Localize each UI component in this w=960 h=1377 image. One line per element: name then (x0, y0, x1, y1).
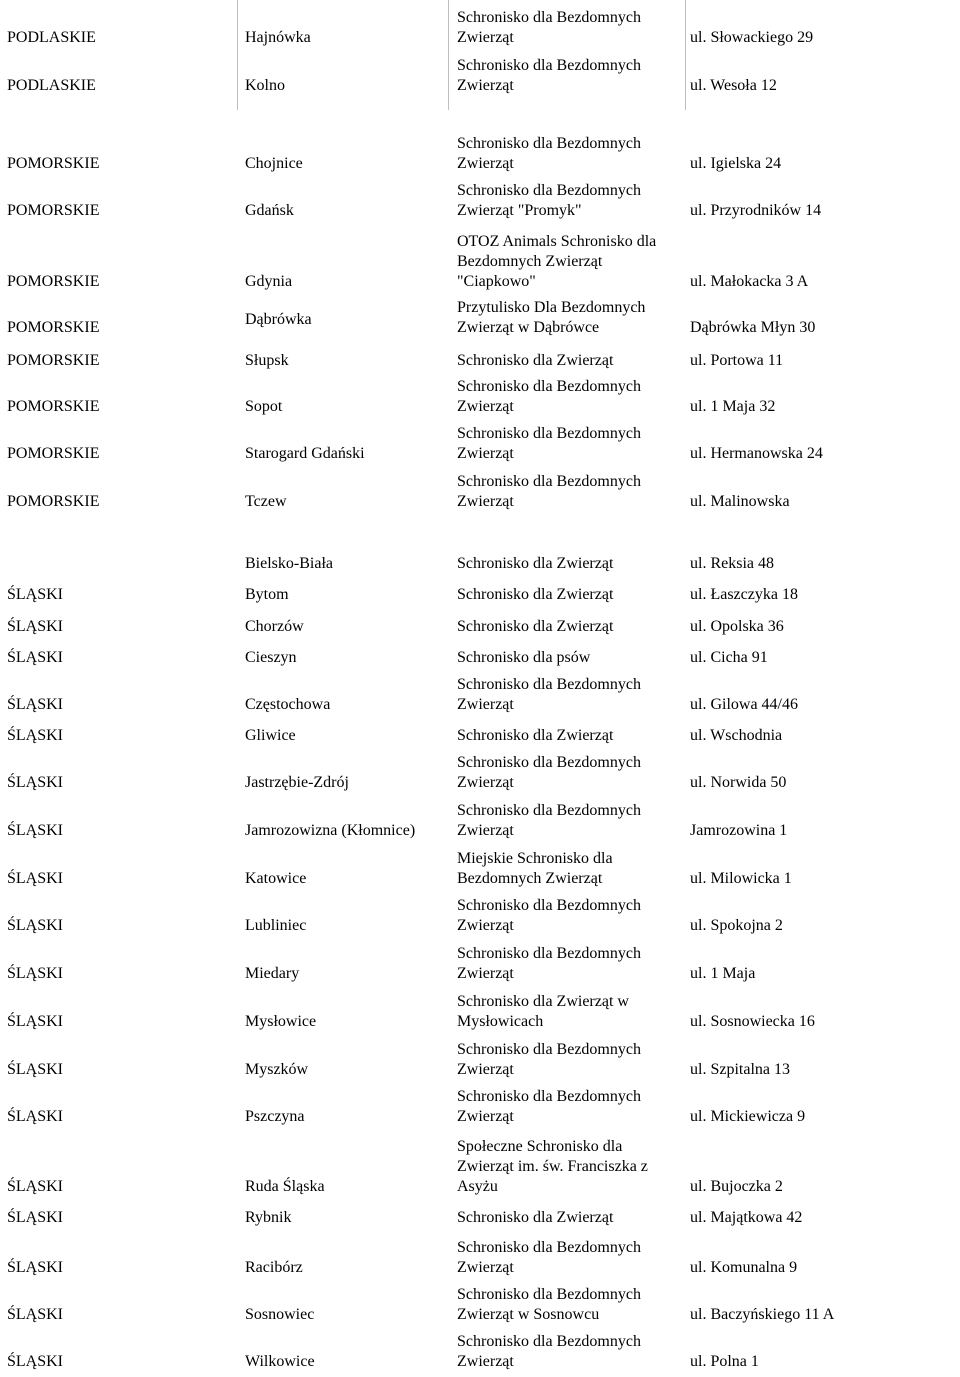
shelter-name-line: Schronisko dla Bezdomnych (457, 897, 641, 914)
address-cell: ul. Małokacka 3 A (690, 273, 809, 290)
region-cell: POMORSKIE (7, 202, 100, 219)
region-cell: ŚLĄSKI (7, 727, 64, 744)
shelter-name-line: Schronisko dla Bezdomnych (457, 473, 641, 490)
shelter-name-line: Schronisko dla Bezdomnych (457, 802, 641, 819)
shelter-name-line: Schronisko dla Bezdomnych (457, 945, 641, 962)
shelter-name-line: Schronisko dla Bezdomnych (457, 182, 641, 199)
shelter-name-line: "Ciapkowo" (457, 273, 536, 290)
address-cell: ul. Baczyńskiego 11 A (690, 1306, 835, 1323)
region-cell: POMORSKIE (7, 493, 100, 510)
shelter-name-line: Zwierząt (457, 29, 514, 46)
shelter-name-line: Asyżu (457, 1178, 498, 1195)
shelter-name-line: Zwierząt "Promyk" (457, 202, 582, 219)
city-cell: Słupsk (245, 352, 289, 369)
address-cell: ul. Norwida 50 (690, 774, 787, 791)
region-cell: ŚLĄSKI (7, 965, 64, 982)
region-cell: ŚLĄSKI (7, 586, 64, 603)
address-cell: ul. Bujoczka 2 (690, 1178, 783, 1195)
city-cell: Bielsko-Biała (245, 555, 333, 572)
address-cell: ul. Wesoła 12 (690, 77, 777, 94)
region-cell: POMORSKIE (7, 398, 100, 415)
shelter-name-line: Zwierząt (457, 1353, 514, 1370)
address-cell: ul. Wschodnia (690, 727, 783, 744)
shelter-name-line: Zwierząt (457, 774, 514, 791)
region-cell: POMORSKIE (7, 273, 100, 290)
shelter-name-line: Zwierząt (457, 917, 514, 934)
address-cell: ul. Szpitalna 13 (690, 1061, 790, 1078)
address-cell: ul. Przyrodników 14 (690, 202, 822, 219)
region-cell: ŚLĄSKI (7, 1259, 64, 1276)
region-cell: ŚLĄSKI (7, 696, 64, 713)
shelter-name-line: Schronisko dla Bezdomnych (457, 9, 641, 26)
shelter-name-line: Zwierząt (457, 445, 514, 462)
region-cell: ŚLĄSKI (7, 1061, 64, 1078)
city-cell: Miedary (245, 965, 300, 982)
region-cell: ŚLĄSKI (7, 774, 64, 791)
city-cell: Bytom (245, 586, 289, 603)
address-cell: ul. Łaszczyka 18 (690, 586, 798, 603)
cell-border (448, 0, 449, 110)
region-cell: POMORSKIE (7, 155, 100, 172)
address-cell: Dąbrówka Młyn 30 (690, 319, 816, 336)
city-cell: Gdynia (245, 273, 293, 290)
city-cell: Chojnice (245, 155, 303, 172)
shelter-name-line: Zwierząt w Dąbrówce (457, 319, 600, 336)
shelter-name-line: Zwierząt (457, 696, 514, 713)
region-cell: PODLASKIE (7, 77, 96, 94)
shelter-name-line: Schronisko dla Bezdomnych (457, 57, 641, 74)
address-cell: ul. Spokojna 2 (690, 917, 783, 934)
region-cell: ŚLĄSKI (7, 649, 64, 666)
city-cell: Cieszyn (245, 649, 297, 666)
city-cell: Jastrzębie-Zdrój (245, 774, 349, 791)
shelter-name-line: Schronisko dla Bezdomnych (457, 676, 641, 693)
address-cell: ul. Komunalna 9 (690, 1259, 798, 1276)
shelter-name-line: Zwierząt (457, 77, 514, 94)
city-cell: Jamrozowizna (Kłomnice) (245, 822, 416, 839)
city-cell: Mysłowice (245, 1013, 317, 1030)
address-cell: ul. Opolska 36 (690, 618, 784, 635)
shelter-name-line: Społeczne Schronisko dla (457, 1138, 623, 1155)
shelter-name-line: OTOZ Animals Schronisko dla (457, 233, 657, 250)
shelter-name-line: Zwierząt (457, 1108, 514, 1125)
city-cell: Gliwice (245, 727, 296, 744)
region-cell: ŚLĄSKI (7, 618, 64, 635)
shelter-name-line: Schronisko dla Zwierząt (457, 1209, 614, 1226)
shelter-name-line: Zwierząt (457, 1061, 514, 1078)
address-cell: ul. Gilowa 44/46 (690, 696, 798, 713)
shelter-name-line: Zwierząt (457, 155, 514, 172)
region-cell: ŚLĄSKI (7, 1108, 64, 1125)
city-cell: Rybnik (245, 1209, 292, 1226)
region-cell: ŚLĄSKI (7, 1209, 64, 1226)
region-cell: POMORSKIE (7, 352, 100, 369)
address-cell: ul. 1 Maja (690, 965, 756, 982)
region-cell: ŚLĄSKI (7, 1013, 64, 1030)
region-cell: ŚLĄSKI (7, 1306, 64, 1323)
region-cell: ŚLĄSKI (7, 1178, 64, 1195)
city-cell: Chorzów (245, 618, 304, 635)
shelter-name-line: Bezdomnych Zwierząt (457, 253, 603, 270)
city-cell: Lubliniec (245, 917, 307, 934)
shelter-name-line: Schronisko dla Bezdomnych (457, 754, 641, 771)
region-cell: POMORSKIE (7, 319, 100, 336)
shelter-name-line: Zwierząt (457, 965, 514, 982)
address-cell: ul. Mickiewicza 9 (690, 1108, 806, 1125)
shelter-name-line: Schronisko dla Zwierząt (457, 586, 614, 603)
city-cell: Starogard Gdański (245, 445, 365, 462)
shelter-name-line: Schronisko dla Bezdomnych (457, 135, 641, 152)
cell-border (685, 0, 686, 110)
address-cell: ul. Malinowska (690, 493, 790, 510)
shelter-name-line: Schronisko dla psów (457, 649, 591, 666)
city-cell: Sopot (245, 398, 283, 415)
address-cell: ul. Sosnowiecka 16 (690, 1013, 815, 1030)
shelter-name-line: Schronisko dla Bezdomnych (457, 1041, 641, 1058)
shelter-name-line: Schronisko dla Bezdomnych (457, 425, 641, 442)
cell-border (237, 0, 238, 110)
shelter-name-line: Schronisko dla Zwierząt (457, 727, 614, 744)
shelter-name-line: Schronisko dla Bezdomnych (457, 1088, 641, 1105)
region-cell: PODLASKIE (7, 29, 96, 46)
shelter-name-line: Bezdomnych Zwierząt (457, 870, 603, 887)
city-cell: Wilkowice (245, 1353, 315, 1370)
shelter-name-line: Mysłowicach (457, 1013, 544, 1030)
shelter-name-line: Schronisko dla Zwierząt w (457, 993, 629, 1010)
city-cell: Tczew (245, 493, 287, 510)
shelter-name-line: Schronisko dla Bezdomnych (457, 1239, 641, 1256)
city-cell: Racibórz (245, 1259, 303, 1276)
shelter-name-line: Schronisko dla Zwierząt (457, 555, 614, 572)
shelter-name-cell (457, 1332, 641, 1372)
city-cell: Gdańsk (245, 202, 294, 219)
shelter-name-line: Przytulisko Dla Bezdomnych (457, 299, 646, 316)
address-cell: Jamrozowina 1 (690, 822, 788, 839)
address-cell: ul. Polna 1 (690, 1353, 759, 1370)
region-cell: ŚLĄSKI (7, 917, 64, 934)
address-cell: ul. Słowackiego 29 (690, 29, 814, 46)
shelter-name-line: Schronisko dla Zwierząt (457, 352, 614, 369)
address-cell: ul. Cicha 91 (690, 649, 768, 666)
address-cell: ul. Reksia 48 (690, 555, 774, 572)
shelter-name-line: Schronisko dla Zwierząt (457, 618, 614, 635)
address-cell: ul. 1 Maja 32 (690, 398, 776, 415)
city-cell: Dąbrówka (245, 311, 312, 328)
city-cell: Pszczyna (245, 1108, 305, 1125)
address-cell: ul. Majątkowa 42 (690, 1209, 803, 1226)
city-cell: Ruda Śląska (245, 1178, 325, 1195)
shelter-name-line: Schronisko dla Bezdomnych (457, 1286, 641, 1303)
address-cell: ul. Portowa 11 (690, 352, 784, 369)
shelter-name-line: Schronisko dla Bezdomnych (457, 378, 641, 395)
city-cell: Kolno (245, 77, 285, 94)
shelter-name-line: Zwierząt (457, 822, 514, 839)
city-cell: Katowice (245, 870, 307, 887)
address-cell: ul. Hermanowska 24 (690, 445, 823, 462)
shelter-name-line: Zwierząt w Sosnowcu (457, 1306, 600, 1323)
shelter-name-line: Miejskie Schronisko dla (457, 850, 613, 867)
shelter-name-line: Zwierząt im. św. Franciszka z (457, 1158, 648, 1175)
region-cell: ŚLĄSKI (7, 870, 64, 887)
shelter-name-line: Zwierząt (457, 1259, 514, 1276)
region-cell: ŚLĄSKI (7, 822, 64, 839)
address-cell: ul. Milowicka 1 (690, 870, 792, 887)
shelter-name-line: Zwierząt (457, 398, 514, 415)
shelter-name-line: Schronisko dla Bezdomnych (457, 1333, 641, 1350)
city-cell: Częstochowa (245, 696, 331, 713)
city-cell: Sosnowiec (245, 1306, 315, 1323)
shelter-name-line: Zwierząt (457, 493, 514, 510)
city-cell: Hajnówka (245, 29, 311, 46)
city-cell: Myszków (245, 1061, 309, 1078)
region-cell: POMORSKIE (7, 445, 100, 462)
address-cell: ul. Igielska 24 (690, 155, 782, 172)
region-cell: ŚLĄSKI (7, 1353, 64, 1370)
